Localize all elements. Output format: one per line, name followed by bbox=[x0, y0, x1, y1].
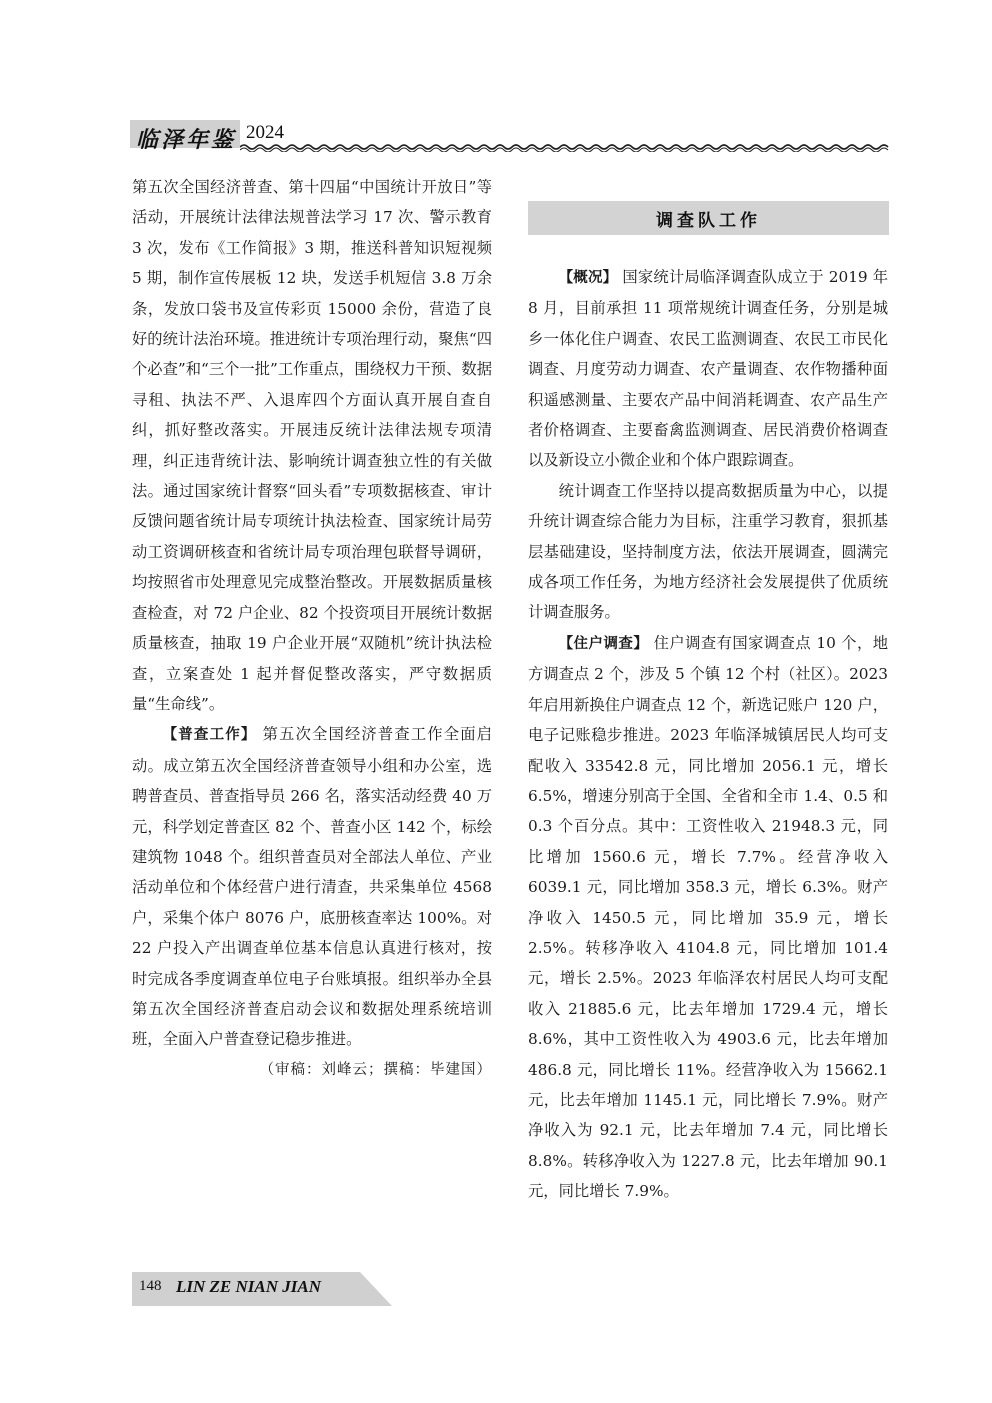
footer-title: LIN ZE NIAN JIAN bbox=[176, 1277, 321, 1296]
section-title: 调查队工作 bbox=[656, 210, 761, 231]
page-footer bbox=[132, 1272, 392, 1306]
section-heading-bar bbox=[528, 201, 889, 235]
left-paragraph-1: 第五次全国经济普查、第十四届“中国统计开放日”等活动，开展统计法律法规普法学习 17 次、警示教育 3 次，发布《工作简报》3 期，推送科普知识短视频 5 期，制作宣传展板 12 块，发送手机短信 3.8 万余条，发放口袋书及宣传彩页 15000 余份，营造了良好的统计法治环境。推进统计专项治理行动，聚焦“四个必查”和“三个一批”工作重点，围绕权力干预、数据寻租、执法不严、入退库四个方面认真开展自查自纠，抓好整改落实。开展违反统计法律法规专项清理，纠正违背统计法、影响统计调查独立性的有关做法。通过国家统计督察“回头看”专项数据核查、审计反馈问题省统计局专项统计执法检查、国家统计局劳动工资调研核查和省统计局专项治理包联督导调研，均按照省市处理意见完成整治整改。开展数据质量核查检查，对 72 户企业、82 个投资项目开展统计数据质量核查，抽取 19 户企业开展“双随机”统计执法检查，立案查处 1 起并督促整改落实，严守数据质量“生命线”。 bbox=[132, 178, 492, 713]
header-year: 2024 bbox=[246, 122, 284, 143]
household-survey-text: 住户调查有国家调查点 10 个，地方调查点 2 个，涉及 5 个镇 12 个村（社区）。2023 年启用新换住户调查点 12 个，新选记账户 120 户，电子记账稳步推进。2023 年临泽城镇居民人均可支配收入 33542.8 元，同比增加 2056.1 元，增长 6.5%，增速分别高于全国、全省和全市 1.4、0.5 和 0.3 个百分点。其中：工资性收入 21948.3 元，同比增加 1560.6 元，增长 7.7%。经营净收入 6039.1 元，同比增加 358.3 元，增长 6.3%。财产净收入 1450.5 元，同比增加 35.9 元，增长 2.5%。转移净收入 4104.8 元，同比增加 101.4 元，增长 2.5%。2023 年临泽农村居民人均可支配收入 21885.6 元，比去年增加 1729.4 元，增长 8.6%，其中工资性收入为 4903.6 元，比去年增加 486.8 元，同比增长 11%。经营净收入为 15662.1 元，比去年增加 1145.1 元，同比增长 7.9%。财产净收入为 92.1 元，比去年增加 7.4 元，同比增长 8.8%。转移净收入为 1227.8 元，比去年增加 90.1 元，同比增长 7.9%。 bbox=[528, 633, 889, 1201]
overview-text: 国家统计局临泽调查队成立于 2019 年 8 月，目前承担 11 项常规统计调查任务，分别是城乡一体化住户调查、农民工监测调查、农民工市民化调查、月度劳动力调查、农产量调查、农作物播种面积遥感测量、主要农产品中间消耗调查、农产品生产者价格调查、主要畜禽监测调查、居民消费价格调查以及新设立小微企业和个体户跟踪调查。 bbox=[528, 268, 889, 470]
right-paragraph-2: 统计调查工作坚持以提高数据质量为中心，以提升统计调查综合能力为目标，注重学习教育，狠抓基层基础建设，坚持制度方法，依法开展调查，圆满完成各项工作任务，为地方经济社会发展提供了优质统计调查服务。 bbox=[528, 481, 888, 622]
editor-credit: （审稿：刘峰云；撰稿：毕建国） bbox=[259, 1061, 492, 1078]
page-header bbox=[130, 116, 890, 156]
household-survey-tag: 【住户调查】 bbox=[558, 635, 649, 652]
census-work-text: 第五次全国经济普查工作全面启动。成立第五次全国经济普查领导小组和办公室，选聘普查员、普查指导员 266 名，落实活动经费 40 万元，科学划定普查区 82 个、普查小区 142 个，标绘建筑物 1048 个。组织普查员对全部法人单位、产业活动单位和个体经营户进行清查，共采集单位 4568 户，采集个体户 8076 户，底册核查率达 100%。对 22 户投入产出调查单位基本信息认真进行核对，按时完成各季度调查单位电子台账填报。组织举办全县第五次全国经济普查启动会议和数据处理系统培训班，全面入户普查登记稳步推进。 bbox=[132, 725, 492, 1049]
census-work-tag: 【普查工作】 bbox=[162, 727, 257, 744]
overview-paragraph bbox=[528, 262, 888, 476]
right-column bbox=[528, 262, 888, 1207]
page-number: 148 bbox=[139, 1278, 162, 1294]
brand-box bbox=[130, 120, 240, 153]
header-wavy-rule bbox=[240, 142, 890, 152]
overview-tag: 【概况】 bbox=[558, 270, 618, 286]
left-paragraph-2 bbox=[132, 719, 492, 1054]
left-column bbox=[132, 172, 492, 1085]
household-survey-paragraph bbox=[528, 628, 888, 1207]
brand-title: 临泽年鉴 bbox=[136, 127, 237, 153]
